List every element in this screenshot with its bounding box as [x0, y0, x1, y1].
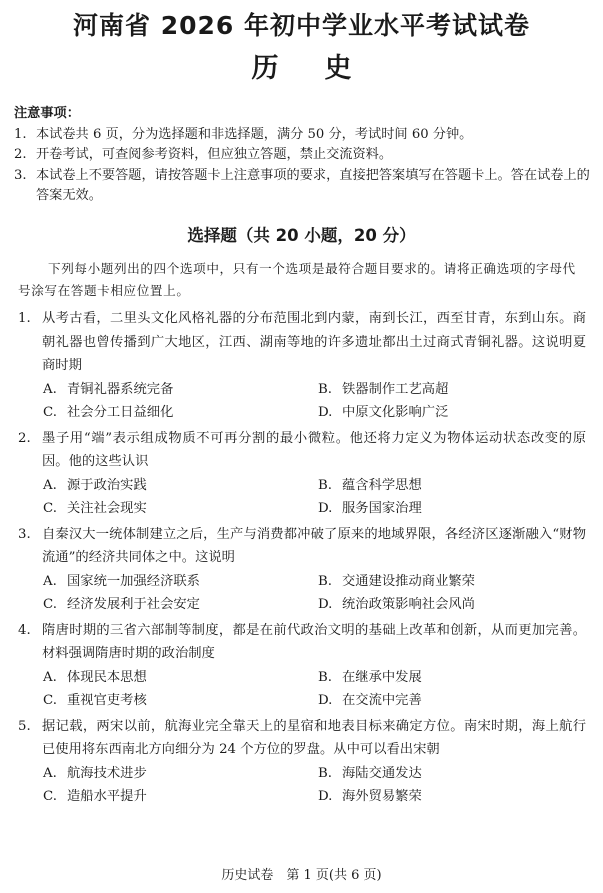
- option-text: 海陆交通发达: [342, 765, 422, 781]
- option-a: [43, 762, 318, 786]
- option-text: 服务国家治理: [342, 501, 422, 516]
- option-d: [318, 593, 593, 617]
- notice-heading: 注意事项：: [14, 106, 80, 121]
- option-label: B.: [318, 669, 332, 685]
- question-number: 4.: [18, 622, 31, 638]
- option-c: [43, 401, 318, 425]
- option-text: 关注社会现实: [67, 501, 147, 516]
- option-grid: [43, 666, 586, 713]
- option-grid: [43, 378, 586, 425]
- notice-item: [14, 125, 594, 146]
- option-text: 经济发展利于社会安定: [67, 597, 200, 612]
- option-b: [318, 474, 593, 498]
- option-label: D.: [318, 501, 333, 516]
- option-text: 重视官吏考核: [67, 693, 147, 708]
- question-4: [18, 619, 586, 713]
- option-label: B.: [318, 381, 332, 397]
- option-text: 源于政治实践: [67, 477, 147, 493]
- option-label: C.: [43, 405, 57, 420]
- option-label: C.: [43, 693, 57, 708]
- option-grid: [43, 570, 586, 617]
- option-text: 交通建设推动商业繁荣: [342, 573, 475, 589]
- question-number: 5.: [18, 718, 31, 734]
- question-3: [18, 523, 586, 617]
- option-d: [318, 497, 593, 521]
- option-label: A.: [43, 573, 57, 589]
- option-b: [318, 570, 593, 594]
- option-label: C.: [43, 597, 57, 612]
- question-number: 1.: [18, 311, 31, 326]
- question-stem: [18, 523, 586, 570]
- option-text: 在继承中发展: [342, 669, 422, 685]
- option-label: A.: [43, 765, 57, 781]
- section-instructions: 下列每小题列出的四个选项中，只有一个选项是最符合题目要求的。请将正确选项的字母代号涂写在答题卡相应位置上。: [18, 261, 576, 298]
- option-text: 在交流中完善: [342, 693, 422, 708]
- question-number: 2.: [18, 430, 31, 446]
- option-text: 蕴含科学思想: [342, 477, 422, 493]
- notice-item-text: 本试卷共 6 页，分为选择题和非选择题，满分 50 分，考试时间 60 分钟。: [36, 126, 473, 142]
- option-a: [43, 570, 318, 594]
- option-label: D.: [318, 405, 333, 420]
- option-label: B.: [318, 477, 332, 493]
- option-text: 体现民本思想: [67, 669, 147, 685]
- option-b: [318, 762, 593, 786]
- option-text: 铁器制作工艺高超: [342, 381, 449, 397]
- question-stem: [18, 715, 586, 762]
- question-number: 3.: [18, 526, 31, 542]
- option-text: 国家统一加强经济联系: [67, 573, 200, 589]
- question-text: 据记载，两宋以前，航海业完全靠天上的星宿和地表目标来确定方位。南宋时期，海上航行已使用将东西南北方向细分为 24 个方位的罗盘。从中可以看出宋朝: [42, 718, 586, 757]
- option-label: C.: [43, 501, 57, 516]
- option-label: A.: [43, 381, 57, 397]
- question-stem: [18, 307, 586, 378]
- question-1: [18, 307, 586, 425]
- question-stem: [18, 619, 586, 666]
- question-text: 墨子用“端”表示组成物质不可再分割的最小微粒。他还将力定义为物体运动状态改变的原因。他的这些认识: [42, 430, 586, 469]
- option-a: [43, 474, 318, 498]
- option-text: 航海技术进步: [67, 765, 147, 781]
- option-label: A.: [43, 669, 57, 685]
- option-text: 海外贸易繁荣: [342, 789, 422, 804]
- option-d: [318, 785, 593, 809]
- option-c: [43, 689, 318, 713]
- notice-item: [14, 166, 594, 207]
- option-a: [43, 666, 318, 690]
- option-label: D.: [318, 789, 333, 804]
- option-grid: [43, 762, 586, 809]
- notice-item-number: 1.: [14, 126, 27, 142]
- option-d: [318, 401, 593, 425]
- option-label: B.: [318, 573, 332, 589]
- question-text: 自秦汉大一统体制建立之后，生产与消费都冲破了原来的地域界限，各经济区逐渐融入“财物流通”的经济共同体之中。这说明: [42, 526, 586, 565]
- option-d: [318, 689, 593, 713]
- section-title: 选择题（共 20 小题，20 分）: [187, 226, 416, 245]
- option-label: A.: [43, 477, 57, 493]
- option-c: [43, 593, 318, 617]
- option-text: 中原文化影响广泛: [342, 405, 449, 420]
- question-2: [18, 427, 586, 521]
- subject-title: 历史: [251, 53, 398, 84]
- option-text: 社会分工日益细化: [67, 405, 174, 420]
- question-text: 从考古看，二里头文化风格礼器的分布范围北到内蒙，南到长江，西至甘青，东到山东。商朝礼器也曾传播到广大地区，江西、湖南等地的许多遗址都出土过商式青铜礼器。这说明夏商时期: [42, 311, 586, 373]
- notice-item-number: 2.: [14, 147, 27, 162]
- option-label: D.: [318, 693, 333, 708]
- option-label: B.: [318, 765, 332, 781]
- question-stem: [18, 427, 586, 474]
- option-a: [43, 378, 318, 402]
- notice-block: [14, 104, 594, 207]
- option-c: [43, 785, 318, 809]
- question-text: 隋唐时期的三省六部制等制度，都是在前代政治文明的基础上改革和创新，从而更加完善。材料强调隋唐时期的政治制度: [42, 622, 586, 661]
- option-b: [318, 378, 593, 402]
- option-label: D.: [318, 597, 333, 612]
- option-text: 青铜礼器系统完备: [67, 381, 174, 397]
- exam-title: 河南省 2026 年初中学业水平考试试卷: [73, 11, 530, 40]
- page-footer: 历史试卷 第 1 页(共 6 页): [221, 868, 382, 883]
- question-5: [18, 715, 586, 809]
- question-list: [18, 307, 586, 811]
- option-c: [43, 497, 318, 521]
- notice-item: [14, 145, 594, 166]
- option-text: 造船水平提升: [67, 789, 147, 804]
- option-b: [318, 666, 593, 690]
- option-label: C.: [43, 789, 57, 804]
- option-text: 统治政策影响社会风尚: [342, 597, 475, 612]
- notice-item-text: 本试卷上不要答题，请按答题卡上注意事项的要求，直接把答案填写在答题卡上。答在试卷上的答案无效。: [36, 167, 590, 203]
- option-grid: [43, 474, 586, 521]
- notice-item-text: 开卷考试，可查阅参考资料，但应独立答题，禁止交流资料。: [36, 147, 393, 162]
- notice-item-number: 3.: [14, 167, 27, 183]
